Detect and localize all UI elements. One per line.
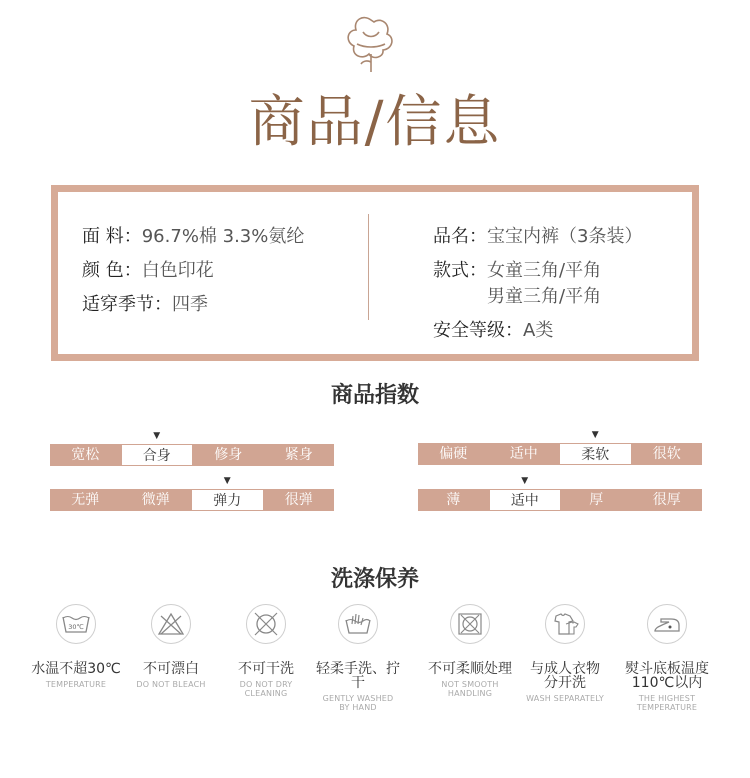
page-title: 商品/信息 <box>248 90 502 155</box>
info-divider <box>368 214 369 320</box>
product-info-box <box>51 185 699 361</box>
svg-text:30℃: 30℃ <box>68 623 84 631</box>
info-row-safety <box>433 314 642 348</box>
care-english-label <box>517 694 613 703</box>
care-english-line: GENTLY WASHED <box>322 694 394 703</box>
info-value: 宝宝内裤（3条装） <box>487 226 643 247</box>
info-value: 四季 <box>172 294 208 315</box>
care-label: 不可柔顺处理 <box>428 661 512 677</box>
care-item <box>422 604 518 698</box>
care-label-line: 分开洗 <box>544 675 586 691</box>
care-label-line: 110℃以内 <box>631 675 703 691</box>
scale-cell: 很厚 <box>632 489 703 511</box>
care-english-label <box>123 680 219 689</box>
care-item <box>218 604 314 698</box>
info-row-color <box>82 254 304 288</box>
care-item <box>28 604 124 689</box>
care-section-title: 洗涤保养 <box>330 567 419 592</box>
info-key: 颜 色： <box>82 260 142 281</box>
info-left-column <box>82 220 304 322</box>
info-row-season <box>82 288 304 322</box>
care-label: 水温不超30℃ <box>31 661 121 677</box>
selected-marker-icon: ▼ <box>153 431 161 441</box>
scale-cell: 很软 <box>632 443 703 465</box>
care-item <box>123 604 219 689</box>
scale-cell: 弹力 ▼ <box>191 489 264 511</box>
info-row-fabric <box>82 220 304 254</box>
scale-cell: 紧身 <box>264 444 335 466</box>
scale-cell: 很弹 <box>264 489 335 511</box>
care-english-line: DO NOT BLEACH <box>136 680 206 689</box>
info-row-style <box>433 258 642 310</box>
selected-marker-icon: ▼ <box>223 476 231 486</box>
care-english-label <box>619 694 715 712</box>
index-section-title: 商品指数 <box>330 383 419 408</box>
scale-cell: 微弹 <box>121 489 192 511</box>
hand-wash-icon <box>338 604 378 644</box>
wash-30-icon <box>56 604 96 644</box>
care-label <box>619 662 715 690</box>
info-key: 适穿季节： <box>82 294 172 315</box>
scale-cell: 适中 ▼ <box>489 489 562 511</box>
care-item <box>517 604 613 703</box>
cotton-logo-icon <box>341 12 401 74</box>
care-english-line: HANDLING <box>447 689 493 698</box>
info-value: A类 <box>523 320 554 341</box>
care-label-line: 与成人衣物 <box>530 661 600 677</box>
scale-cell: 柔软 ▼ <box>559 443 632 465</box>
scale-cell: 厚 <box>561 489 632 511</box>
care-english-line: THE HIGHEST TEMPERATURE <box>636 694 698 712</box>
softness-scale <box>418 430 702 467</box>
iron-icon <box>647 604 687 644</box>
info-key: 面 料： <box>82 226 142 247</box>
no-bleach-icon <box>151 604 191 644</box>
scale-cell: 偏硬 <box>418 443 489 465</box>
care-label: 轻柔手洗、拧干 <box>316 661 400 691</box>
info-value: 白色印花 <box>141 260 214 281</box>
care-english-line: BY HAND <box>339 703 377 712</box>
elasticity-scale <box>50 476 334 513</box>
scale-cell: 修身 <box>193 444 264 466</box>
scale-cell: 合身 ▼ <box>121 444 194 466</box>
info-key: 安全等级： <box>433 320 523 341</box>
scale-cell: 薄 <box>418 489 489 511</box>
no-tumble-icon <box>450 604 490 644</box>
info-value: 男童三角/平角 <box>487 286 602 307</box>
care-english-line: CLEANING <box>244 689 288 698</box>
wash-separately-icon <box>545 604 585 644</box>
care-label: 不可漂白 <box>143 661 199 677</box>
info-right-column <box>433 220 642 348</box>
care-label-line: 熨斗底板温度 <box>625 661 709 677</box>
care-english-line: NOT SMOOTH <box>441 680 499 689</box>
scale-cell: 无弹 <box>50 489 121 511</box>
selected-marker-icon: ▼ <box>591 430 599 440</box>
info-value: 96.7%棉 3.3%氨纶 <box>141 226 305 247</box>
scale-cell: 适中 <box>489 443 560 465</box>
care-english-line: TEMPERATURE <box>45 680 107 689</box>
care-item <box>619 604 715 712</box>
no-dry-clean-icon <box>246 604 286 644</box>
care-english-line: DO NOT DRY <box>239 680 293 689</box>
care-english-label <box>422 680 518 698</box>
info-key: 款式： <box>433 260 487 281</box>
care-item <box>310 604 406 712</box>
info-value: 女童三角/平角 <box>487 260 602 281</box>
care-label: 不可干洗 <box>238 661 294 677</box>
fit-scale <box>50 431 334 468</box>
info-row-name <box>433 220 642 254</box>
care-english-label <box>28 680 124 689</box>
care-english-label <box>218 680 314 698</box>
scale-cell: 宽松 <box>50 444 121 466</box>
selected-marker-icon: ▼ <box>521 476 529 486</box>
thickness-scale <box>418 476 702 513</box>
care-english-line: WASH SEPARATELY <box>526 694 604 703</box>
care-english-label <box>310 694 406 712</box>
info-key: 品名： <box>433 226 487 247</box>
care-label <box>517 662 613 690</box>
